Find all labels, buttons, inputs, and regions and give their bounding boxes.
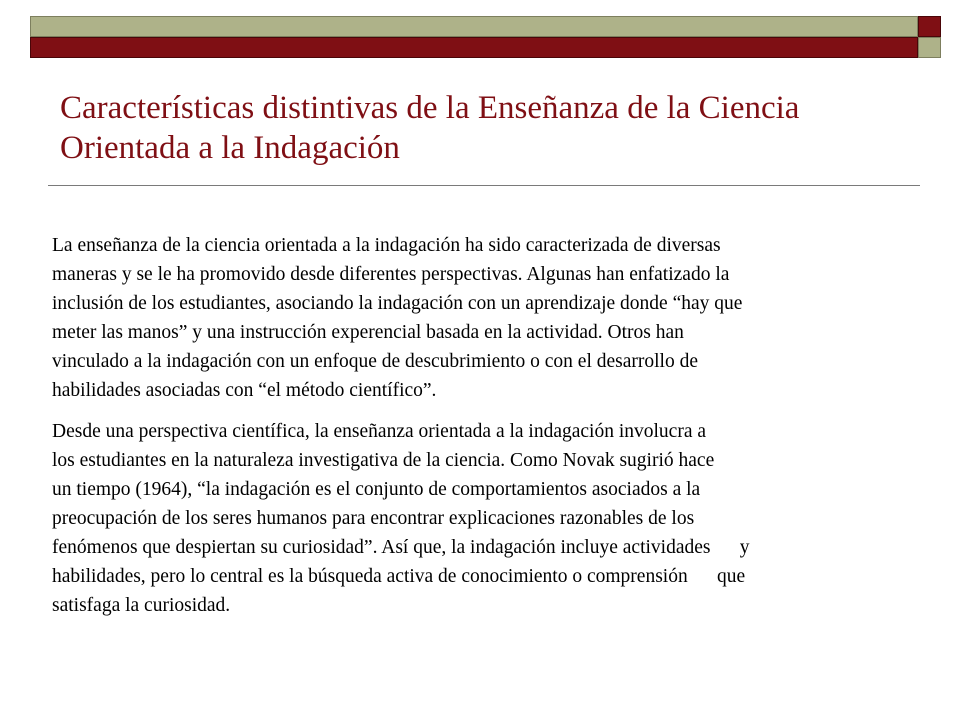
corner-square-maroon [918,16,941,37]
paragraph-line: La enseñanza de la ciencia orientada a la indagación ha sido caracterizada de diversas [52,235,721,256]
paragraph-line: Desde una perspectiva científica, la enseñanza orientada a la indagación involucra a [52,421,707,442]
slide-title-line: Orientada a la Indagación [60,130,400,166]
paragraph-line: los estudiantes en la naturaleza investigativa de la ciencia. Como Novak sugirió hace [52,450,715,471]
paragraph-1 [52,231,922,405]
paragraph-2 [52,417,922,620]
paragraph-line: habilidades asociadas con “el método científico”. [52,380,437,401]
paragraph-line: vinculado a la indagación con un enfoque de descubrimiento o con el desarrollo de [52,351,698,372]
paragraph-line: maneras y se le ha promovido desde diferentes perspectivas. Algunas han enfatizado la [52,264,730,285]
slide-title-line: Características distintivas de la Enseñanza de la Ciencia [60,90,800,126]
title-divider [48,185,920,186]
slide-title [60,88,930,168]
paragraph-line: habilidades, pero lo central es la búsqueda activa de conocimiento o comprensión que [52,566,746,587]
corner-square-olive [918,37,941,58]
paragraph-line: meter las manos” y una instrucción experencial basada en la actividad. Otros han [52,322,684,343]
header-bar-olive [30,16,918,37]
paragraph-line: preocupación de los seres humanos para encontrar explicaciones razonables de los [52,508,695,529]
header-bar-maroon [30,37,918,58]
paragraph-line: fenómenos que despiertan su curiosidad”. Así que, la indagación incluye actividades y [52,537,750,558]
paragraph-line: inclusión de los estudiantes, asociando la indagación con un aprendizaje donde “hay que [52,293,743,314]
paragraph-line: satisfaga la curiosidad. [52,595,231,616]
paragraph-line: un tiempo (1964), “la indagación es el conjunto de comportamientos asociados a la [52,479,701,500]
